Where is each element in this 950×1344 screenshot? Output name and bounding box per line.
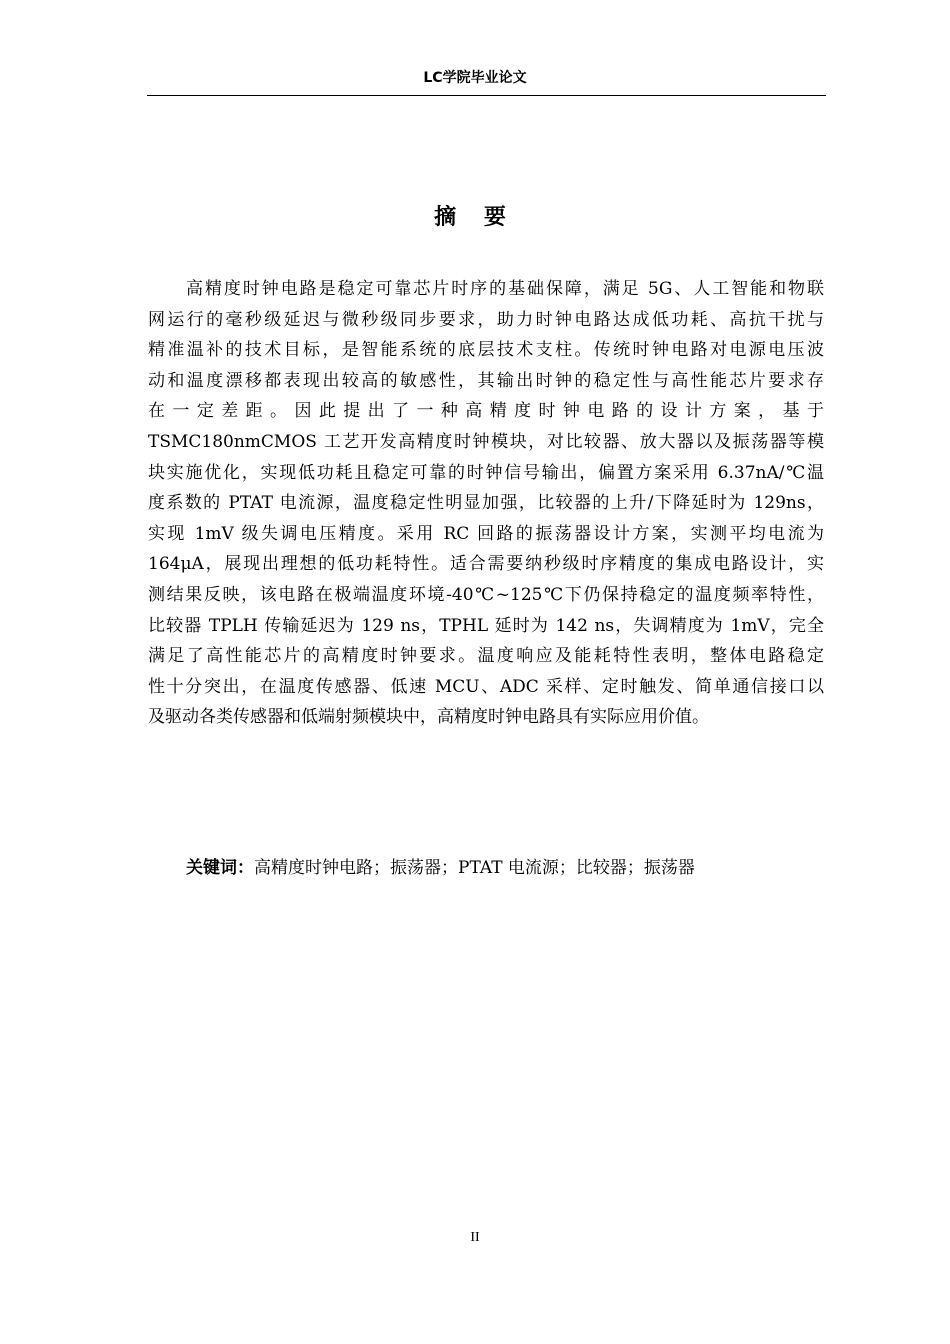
abstract-line: 及驱动各类传感器和低端射频模块中，高精度时钟电路具有实际应用价值。 [148, 707, 709, 728]
abstract-line: 比较器 TPLH 传输延迟为 129 ns，TPHL 延时为 142 ns，失调精度为 1mV，完全 [148, 615, 824, 636]
keywords-text: 高精度时钟电路；振荡器；PTAT 电流源；比较器；振荡器 [254, 858, 695, 878]
abstract-paragraph [148, 274, 824, 733]
abstract-line: 块实施优化，实现低功耗且稳定可靠的时钟信号输出，偏置方案采用 6.37nA/℃温 [148, 462, 824, 483]
running-header-title: LC学院毕业论文 [423, 70, 527, 86]
page-number: II [470, 1230, 480, 1245]
abstract-line: 度系数的 PTAT 电流源，温度稳定性明显加强，比较器的上升/下降延时为 129ns， [148, 493, 824, 514]
abstract-line: 满足了高性能芯片的高精度时钟要求。温度响应及能耗特性表明，整体电路稳定 [148, 646, 824, 667]
abstract-line: TSMC180nmCMOS 工艺开发高精度时钟模块，对比较器、放大器以及振荡器等模 [148, 431, 824, 452]
abstract-line: 实现 1mV 级失调电压精度。采用 RC 回路的振荡器设计方案，实测平均电流为 [148, 523, 824, 544]
keywords-line [186, 854, 695, 882]
abstract-line: 精准温补的技术目标，是智能系统的底层技术支柱。传统时钟电路对电源电压波 [148, 340, 824, 361]
abstract-line: 动和温度漂移都表现出较高的敏感性，其输出时钟的稳定性与高性能芯片要求存 [148, 370, 824, 391]
header-divider [147, 95, 826, 96]
abstract-title: 摘 要 [434, 205, 516, 230]
abstract-line: 在一定差距。因此提出了一种高精度时钟电路的设计方案，基于 [148, 401, 824, 422]
abstract-line: 测结果反映，该电路在极端温度环境-40℃~125℃下仍保持稳定的温度频率特性， [148, 584, 824, 605]
abstract-line: 高精度时钟电路是稳定可靠芯片时序的基础保障，满足 5G、人工智能和物联 [186, 279, 824, 299]
abstract-line: 性十分突出，在温度传感器、低速 MCU、ADC 采样、定时触发、简单通信接口以 [148, 676, 824, 697]
abstract-line: 网运行的毫秒级延迟与微秒级同步要求，助力时钟电路达成低功耗、高抗干扰与 [148, 309, 824, 330]
keywords-label: 关键词： [186, 858, 254, 878]
abstract-line: 164μA，展现出理想的低功耗特性。适合需要纳秒级时序精度的集成电路设计，实 [148, 554, 824, 575]
